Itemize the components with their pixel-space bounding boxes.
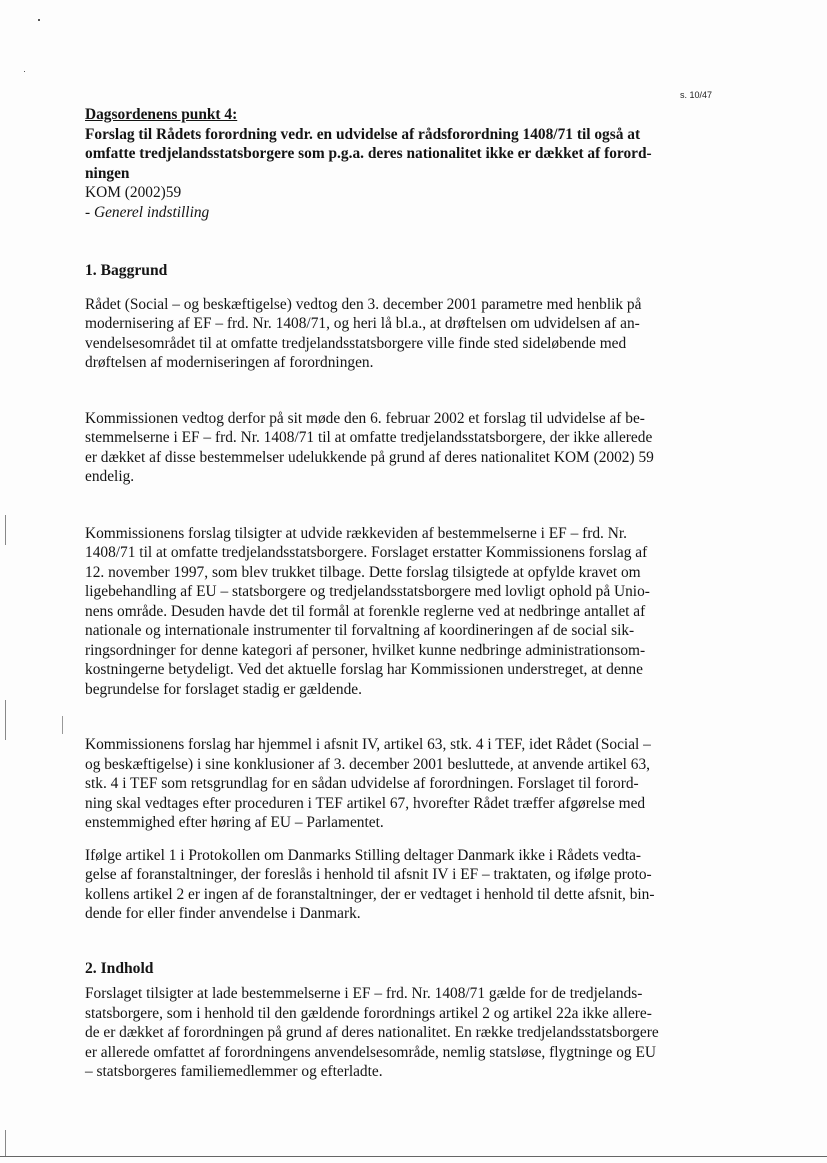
paragraph: [85, 846, 700, 924]
paragraph-line: drøftelsen af moderniseringen af forordningen.: [85, 354, 374, 371]
paragraph-line: kostningerne betydeligt. Ved det aktuelle forslag har Kommissionen understreget, at denne: [85, 661, 643, 678]
paragraph: [85, 409, 700, 487]
paragraph-line: begrundelse for forslaget stadig er gældende.: [85, 680, 362, 698]
paragraph-line: Forslaget tilsigter at lade bestemmelserne i EF – frd. Nr. 1408/71 gælde for de tredjelands-: [85, 985, 643, 1002]
paragraph: [85, 735, 700, 833]
paragraph-line: modernisering af EF – frd. Nr. 1408/71, og heri lå bl.a., at drøftelsen om udvidelsen af an-: [85, 315, 640, 332]
section-heading-content: 2. Indhold: [85, 959, 154, 977]
paragraph-line: 12. november 1997, som blev trukket tilbage. Dette forslag tilsigtede at opfylde kravet om: [85, 563, 641, 581]
scan-speck: [62, 716, 63, 734]
paragraph-line: gelse af foranstaltninger, der foreslås i henhold til afsnit IV i EF – traktaten, og ifølge proto-: [85, 866, 652, 883]
page-number: s. 10/47: [680, 90, 713, 100]
scan-left-edge: [5, 515, 6, 545]
paragraph-line: 1408/71 til at omfatte tredjelandsstatsborgere. Forslaget erstatter Kommissionens forslag af: [85, 544, 648, 561]
paragraph: [85, 524, 700, 700]
proposal-title-line: omfatte tredjelandsstatsborgere som p.g.a. deres nationalitet ikke er dækket af forord-: [85, 145, 652, 162]
paragraph-line: ringsordninger for denne kategori af personer, hvilket kunne nedbringe administrationsom-: [85, 641, 646, 659]
paragraph-line: er allerede omfattet af forordningens anvendelsesområde, nemlig statsløse, flygtninge og EU: [85, 1043, 656, 1061]
paragraph-line: ligebehandling af EU – statsborgere og tredjelandsstatsborgere med lovligt ophold på Unio-: [85, 583, 650, 600]
paragraph-line: vendelsesområdet til at omfatte tredjelandsstatsborgere ville finde sted sideløbende med: [85, 334, 627, 352]
paragraph: [85, 295, 700, 373]
paragraph-line: stk. 4 i TEF som retsgrundlag for en sådan udvidelse af forordningen. Forslaget til forord-: [85, 775, 639, 792]
paragraph-line: Rådet (Social – og beskæftigelse) vedtog den 3. december 2001 parametre med henblik på: [85, 295, 642, 313]
agenda-note: - Generel indstilling: [85, 203, 210, 221]
scan-left-edge: [5, 700, 6, 740]
paragraph-line: dende for eller finder anvendelse i Danmark.: [85, 905, 361, 922]
paragraph: [85, 984, 700, 1082]
paragraph-line: kollens artikel 2 er ingen af de foranstaltninger, der er vedtaget i henhold til dette afsnit, bin-: [85, 885, 655, 903]
paragraph-line: Kommissionens forslag har hjemmel i afsnit IV, artikel 63, stk. 4 i TEF, idet Rådet (Social –: [85, 736, 651, 753]
paragraph-line: ning skal vedtages efter proceduren i TEF artikel 67, hvorefter Rådet træffer afgørelse med: [85, 794, 646, 812]
paragraph-line: er dækket af disse bestemmelser udelukkende på grund af deres nationalitet KOM (2002) 59: [85, 448, 654, 466]
paragraph-line: Ifølge artikel 1 i Protokollen om Danmarks Stilling deltager Danmark ikke i Rådets vedta-: [85, 846, 642, 864]
scan-speck: [38, 19, 40, 21]
paragraph-line: nationale og internationale instrumenter til forvaltning af koordineringen af de social sik-: [85, 622, 635, 639]
paragraph-line: Kommissionen vedtog derfor på sit møde den 6. februar 2002 et forslag til udvidelse af be-: [85, 409, 645, 427]
paragraph-line: – statsborgeres familiemedlemmer og efterladte.: [85, 1063, 383, 1080]
paragraph-line: enstemmighed efter høring af EU – Parlamentet.: [85, 814, 384, 831]
document-reference: KOM (2002)59: [85, 184, 182, 201]
proposal-title-line: Forslag til Rådets forordning vedr. en udvidelse af rådsforordning 1408/71 til også at: [85, 125, 641, 143]
document-body: [85, 105, 700, 1082]
paragraph-line: og beskæftigelse) i sine konklusioner af 3. december 2001 besluttede, at anvende artikel 63,: [85, 755, 651, 773]
paragraph-line: endelig.: [85, 468, 135, 485]
agenda-header: [85, 105, 700, 222]
paragraph-line: statsborgere, som i henhold til den gældende forordnings artikel 2 og artikel 22a ikke allere-: [85, 1004, 652, 1022]
agenda-heading: Dagsordenens punkt 4:: [85, 106, 238, 123]
proposal-title-line: ningen: [85, 164, 130, 182]
scan-left-edge: [5, 1130, 6, 1156]
paragraph-line: de er dækket af forordningen på grund af deres nationalitet. En række tredjelandsstatsborgere: [85, 1024, 659, 1041]
paragraph-line: Kommissionens forslag tilsigter at udvide rækkeviden af bestemmelserne i EF – frd. Nr.: [85, 524, 627, 542]
section-heading-background: 1. Baggrund: [85, 262, 168, 279]
scan-bottom-edge: [0, 1156, 827, 1157]
proposal-title: [85, 125, 700, 184]
paragraph-line: nens område. Desuden havde det til formål at forenkle reglerne ved at nedbringe antallet af: [85, 602, 646, 620]
scan-speck: [24, 71, 25, 72]
paragraph-line: stemmelserne i EF – frd. Nr. 1408/71 til at omfatte tredjelandsstatsborgere, der ikke allerede: [85, 429, 653, 446]
